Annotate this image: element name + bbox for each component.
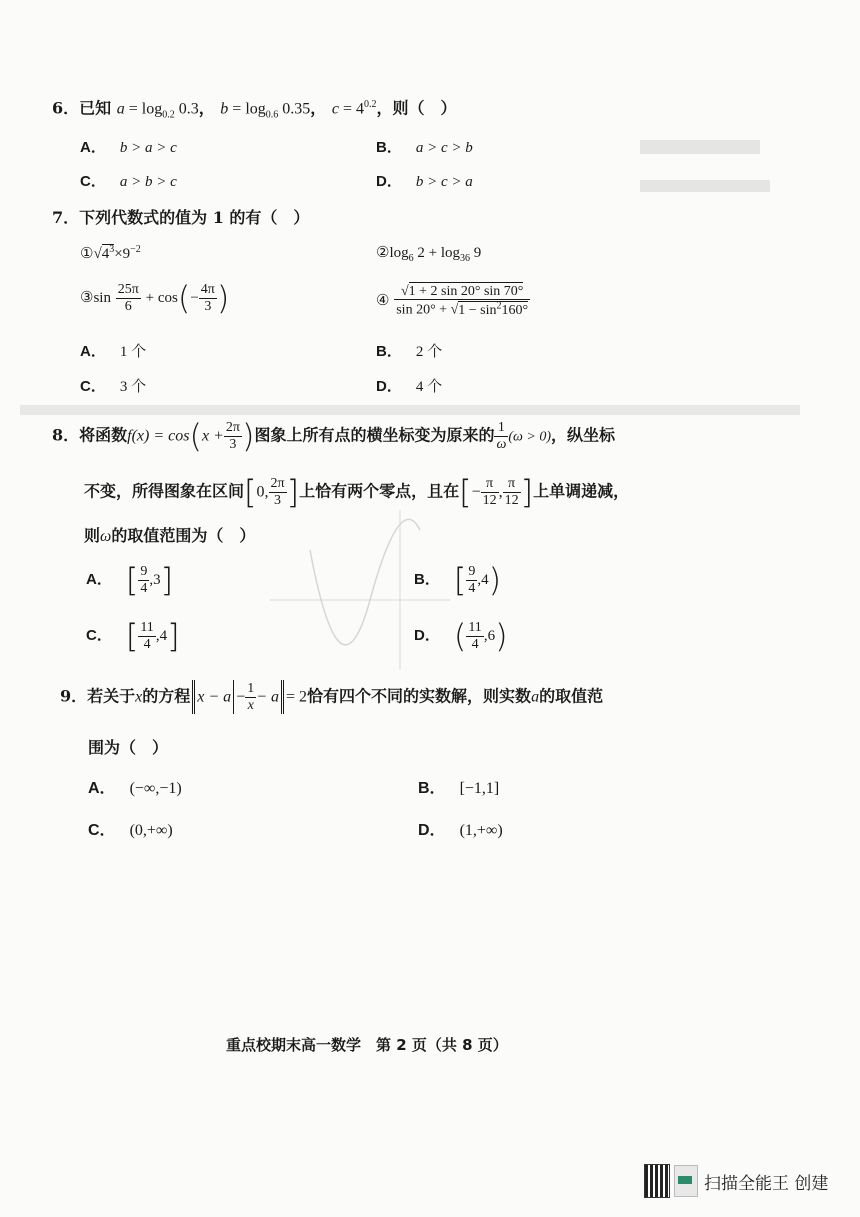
q6-option-c[interactable]: C． a > b > c	[80, 173, 177, 190]
q6-option-a[interactable]: A． b > a > c	[80, 139, 177, 156]
q9-option-a[interactable]: A． (−∞,−1)	[88, 780, 182, 797]
qr-code-icon	[644, 1164, 670, 1198]
q7-item-2: $②\log_6$ $2 + \log_{36} 9$	[376, 243, 482, 264]
q7-option-a[interactable]: A． 1 个	[80, 343, 147, 360]
q7-option-d[interactable]: D． 4 个	[376, 378, 443, 395]
q6-option-b[interactable]: B． a > c > b	[376, 139, 473, 156]
q8-option-d[interactable]: D． ( $\frac{11}{4}$ ,6)	[414, 617, 508, 655]
q7-item-4: ④ $\frac{√1 + 2 \sin 20^\circ \sin 70^\circ}{\sin 20^\circ + √1 - \sin^2160^\circ}$	[376, 284, 529, 319]
q6-option-d[interactable]: D． b > c > a	[376, 173, 473, 190]
q7-item-3: ③sin $\frac{25\pi}{6}$ + cos(− $\frac{4\pi}{3}$ )	[80, 279, 230, 317]
q7-option-c[interactable]: C． 3 个	[80, 378, 147, 395]
q8-option-b[interactable]: B． [ $\frac{9}{4}$ ,4)	[414, 561, 502, 599]
q8-stem-line-1: 8．将函数f(x) = cos(x + $\frac{2\pi}{3}$ )图象上所有点的横坐标变为原来的 $\frac{1}{\omega}$ (ω > 0)，纵坐标	[52, 417, 616, 455]
q9-option-d[interactable]: D． (1,+∞)	[418, 822, 503, 839]
q6-stem: 6．已知 $a = \log_{0.2} 0.3$， $b = \log_{0.6} 0.35$， $c = 4^{0.2}$，则（ ）	[52, 98, 457, 121]
bleed-through-text	[640, 140, 760, 154]
q9-option-b[interactable]: B． [−1,1]	[418, 780, 500, 797]
q9-option-c[interactable]: C． (0,+∞)	[88, 822, 173, 839]
bleed-through-text	[20, 405, 800, 415]
app-logo-icon	[674, 1165, 698, 1197]
q7-stem: 7．下列代数式的值为 1 的有（ ）	[52, 208, 310, 227]
q9-stem-line-2: 围为（ ）	[88, 738, 169, 757]
page-footer: 重点校期末高一数学 第 2 页（共 8 页）	[226, 1036, 508, 1054]
q9-stem-line-1: 9．若关于x的方程 x − a − $\frac{1}{x}$ − a = 2恰有四个不同的实数解，则实数a的取值范	[60, 681, 604, 713]
scanner-watermark	[644, 1164, 828, 1198]
q8-option-c[interactable]: C． [ $\frac{11}{4}$ ,4]	[86, 617, 180, 655]
bleed-through-text	[640, 180, 770, 192]
q8-stem-line-2: 不变，所得图象在区间[0, $\frac{2\pi}{3}$ ]上恰有两个零点，且在[− $\frac{\pi}{12}$ , $\frac{\pi}{12}$ ]上单调递减，	[84, 473, 630, 511]
q8-stem-line-3: 则ω的取值范围为（ ）	[84, 526, 256, 545]
watermark-text: 扫描全能王 创建	[704, 1173, 829, 1194]
q7-option-b[interactable]: B． 2 个	[376, 343, 443, 360]
q8-option-a[interactable]: A． [ $\frac{9}{4}$ ,3]	[86, 561, 174, 599]
q7-item-1: $①√4^3\times 9^{-2}$	[80, 244, 141, 262]
